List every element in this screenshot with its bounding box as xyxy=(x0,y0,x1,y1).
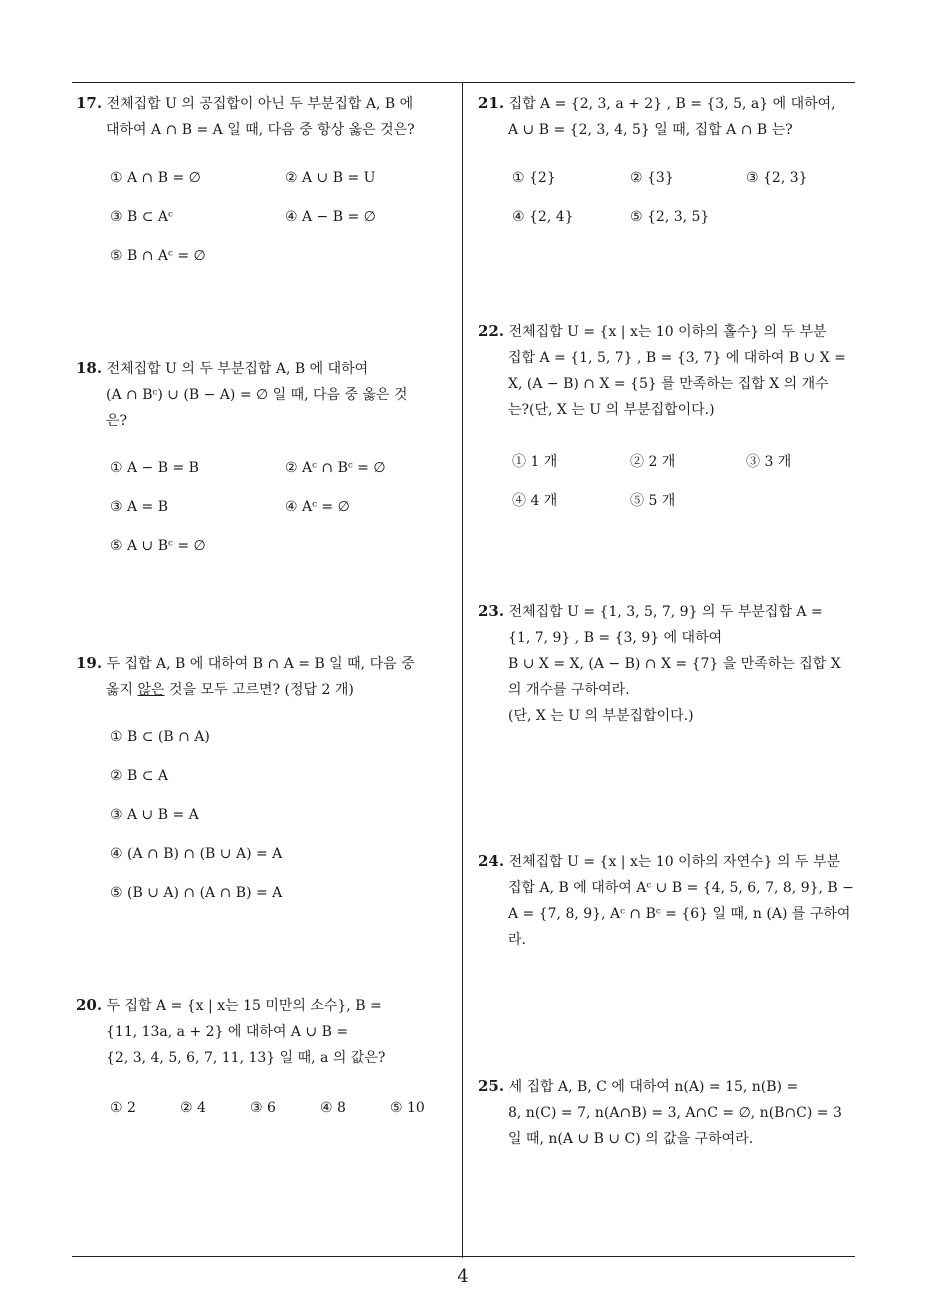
question-text: 8, n(C) = 7, n(A∩B) = 3, A∩C = ∅, n(B∩C) = 3 xyxy=(508,1105,842,1121)
option-1: ① 2 xyxy=(110,1100,136,1116)
option-3: ③ 6 xyxy=(250,1100,276,1116)
option-3: ③ {2, 3} xyxy=(746,170,808,186)
question-text: 전체집합 U = {x | x는 10 이하의 자연수} 의 두 부분 xyxy=(508,854,841,870)
question-text: X, (A − B) ∩ X = {5} 를 만족하는 집합 X 의 개수 xyxy=(508,376,829,392)
option-2: ② A ∪ B = U xyxy=(285,170,376,186)
option-5: ⑤ {2, 3, 5} xyxy=(630,209,710,225)
option-2: ② 4 xyxy=(180,1100,206,1116)
question-number: 21. xyxy=(478,94,505,112)
option-1: ① {2} xyxy=(512,170,556,186)
question-24 xyxy=(478,848,863,953)
question-number: 24. xyxy=(478,852,505,870)
option-5: ⑤ 5 개 xyxy=(630,493,676,509)
question-number: 22. xyxy=(478,322,505,340)
option-4: ④ (A ∩ B) ∩ (B ∪ A) = A xyxy=(110,846,283,862)
question-text: {11, 13a, a + 2} 에 대하여 A ∪ B = xyxy=(106,1024,349,1040)
page-number: 4 xyxy=(457,1266,469,1287)
option-4: ④ Aᶜ = ∅ xyxy=(285,499,350,515)
question-text: A ∪ B = {2, 3, 4, 5} 일 때, 집합 A ∩ B 는? xyxy=(508,122,793,138)
question-21 xyxy=(478,90,858,143)
question-number: 20. xyxy=(76,996,103,1014)
question-text: 집합 A = {1, 5, 7} , B = {3, 7} 에 대하여 B ∪ X = xyxy=(508,350,846,366)
question-text: (A ∩ Bᶜ) ∪ (B − A) = ∅ 일 때, 다음 중 옳은 것 xyxy=(106,387,408,403)
question-text: 전체집합 U 의 공집합이 아닌 두 부분집합 A, B 에 xyxy=(106,96,414,112)
question-text: 전체집합 U = {x | x는 10 이하의 홀수} 의 두 부분 xyxy=(508,324,827,340)
question-text: (단, X 는 U 의 부분집합이다.) xyxy=(508,708,694,724)
question-19 xyxy=(76,650,456,703)
question-18 xyxy=(76,355,456,434)
question-text: 두 집합 A = {x | x는 15 미만의 소수}, B = xyxy=(106,998,382,1014)
question-text: A = {7, 8, 9}, Aᶜ ∩ Bᶜ = {6} 일 때, n (A) 를 구하여 xyxy=(508,906,851,922)
question-text: 전체집합 U 의 두 부분집합 A, B 에 대하여 xyxy=(106,361,369,377)
question-text: 두 집합 A, B 에 대하여 B ∩ A = B 일 때, 다음 중 xyxy=(106,656,415,672)
question-text: 집합 A = {2, 3, a + 2} , B = {3, 5, a} 에 대하여, xyxy=(508,96,836,112)
question-number: 19. xyxy=(76,654,103,672)
option-4: ④ 4 개 xyxy=(512,493,558,509)
option-4: ④ {2, 4} xyxy=(512,209,574,225)
question-23 xyxy=(478,598,863,729)
option-3: ③ A = B xyxy=(110,499,169,515)
question-number: 17. xyxy=(76,94,103,112)
column-divider xyxy=(462,82,463,1258)
question-25 xyxy=(478,1073,863,1152)
option-3: ③ 3 개 xyxy=(746,454,792,470)
question-text: 세 집합 A, B, C 에 대하여 n(A) = 15, n(B) = xyxy=(508,1079,799,1095)
question-number: 25. xyxy=(478,1077,505,1095)
question-text: {2, 3, 4, 5, 6, 7, 11, 13} 일 때, a 의 값은? xyxy=(106,1050,386,1066)
question-number: 23. xyxy=(478,602,505,620)
question-text: 의 개수를 구하여라. xyxy=(508,682,630,698)
bottom-rule xyxy=(72,1256,855,1257)
option-5: ⑤ A ∪ Bᶜ = ∅ xyxy=(110,538,206,554)
option-3: ③ B ⊂ Aᶜ xyxy=(110,209,173,225)
option-2: ② 2 개 xyxy=(630,454,676,470)
underlined-word: 않은 xyxy=(137,682,165,698)
option-1: ① 1 개 xyxy=(512,454,558,470)
question-22 xyxy=(478,318,863,423)
option-2: ② Aᶜ ∩ Bᶜ = ∅ xyxy=(285,460,386,476)
question-text: B ∪ X = X, (A − B) ∩ X = {7} 을 만족하는 집합 X xyxy=(508,656,841,672)
question-text: 는?(단, X 는 U 의 부분집합이다.) xyxy=(508,402,715,418)
question-text: 집합 A, B 에 대하여 Aᶜ ∪ B = {4, 5, 6, 7, 8, 9}, B − xyxy=(508,880,854,896)
question-20 xyxy=(76,992,456,1071)
question-text: 일 때, n(A ∪ B ∪ C) 의 값을 구하여라. xyxy=(508,1131,754,1147)
option-5: ⑤ (B ∪ A) ∩ (A ∩ B) = A xyxy=(110,885,283,901)
question-text: {1, 7, 9} , B = {3, 9} 에 대하여 xyxy=(508,630,723,646)
option-1: ① B ⊂ (B ∩ A) xyxy=(110,729,210,745)
option-5: ⑤ B ∩ Aᶜ = ∅ xyxy=(110,248,206,264)
question-text: 것을 모두 고르면? (정답 2 개) xyxy=(164,682,354,698)
option-5: ⑤ 10 xyxy=(390,1100,425,1116)
option-1: ① A ∩ B = ∅ xyxy=(110,170,201,186)
option-4: ④ A − B = ∅ xyxy=(285,209,376,225)
option-3: ③ A ∪ B = A xyxy=(110,807,199,823)
question-text: 옳지 xyxy=(106,682,138,698)
option-1: ① A − B = B xyxy=(110,460,199,476)
question-17 xyxy=(76,90,456,143)
question-text: 은? xyxy=(106,413,128,429)
question-number: 18. xyxy=(76,359,103,377)
top-rule xyxy=(72,82,855,83)
option-2: ② B ⊂ A xyxy=(110,768,169,784)
question-text: 대하여 A ∩ B = A 일 때, 다음 중 항상 옳은 것은? xyxy=(106,122,415,138)
option-2: ② {3} xyxy=(630,170,674,186)
option-4: ④ 8 xyxy=(320,1100,346,1116)
question-text: 라. xyxy=(508,932,526,948)
question-text: 전체집합 U = {1, 3, 5, 7, 9} 의 두 부분집합 A = xyxy=(508,604,823,620)
